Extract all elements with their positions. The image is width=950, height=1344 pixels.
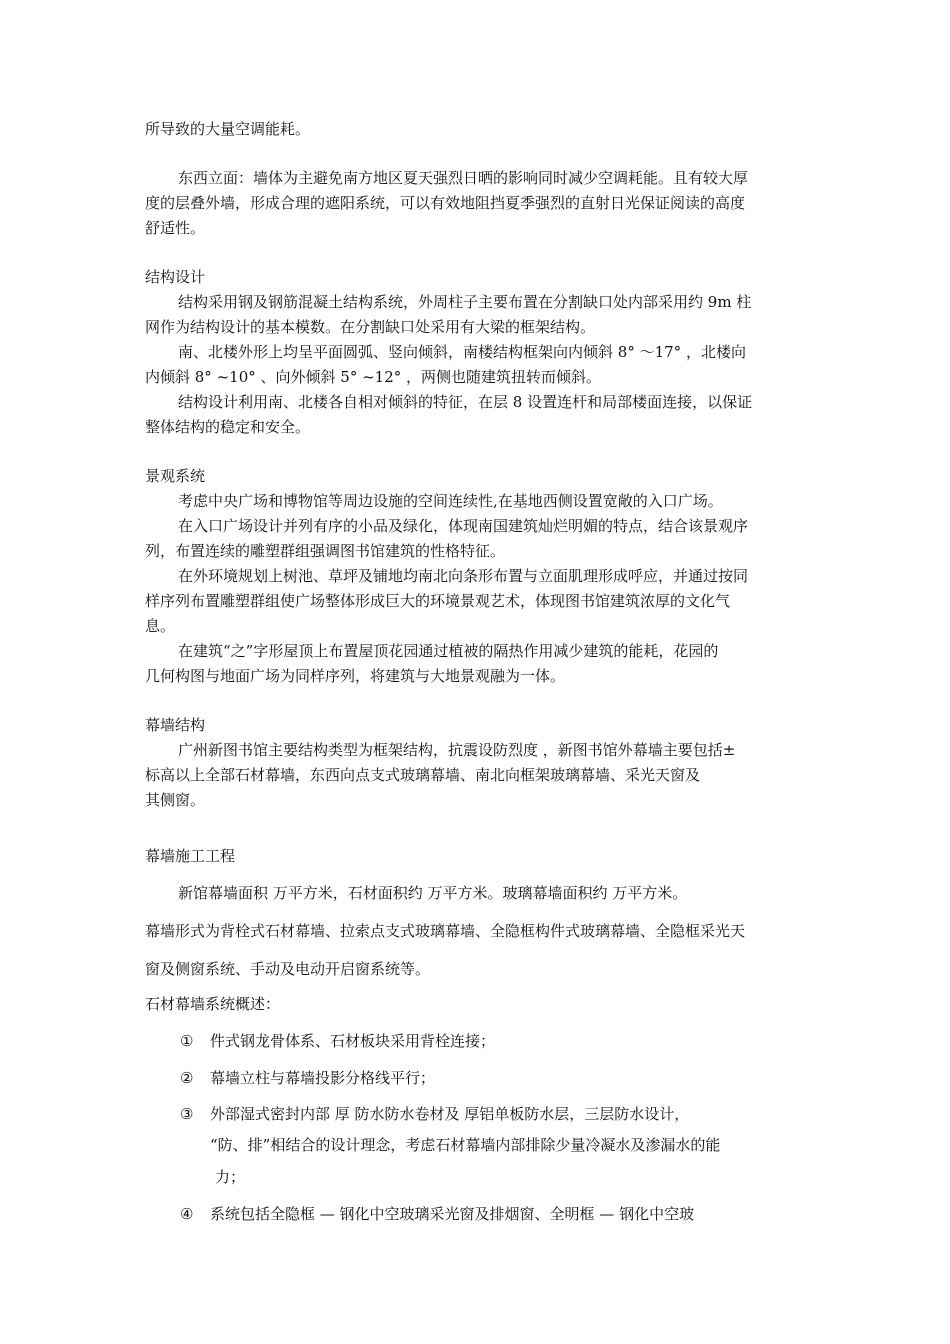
stone-item-1 [180, 1030, 495, 1052]
structure-p2-line-1: 南、北楼外形上均呈平面圆弧、竖向倾斜，南楼结构框架向内倾斜 8° ～17° ，北楼向 [178, 343, 746, 361]
item-number: ③ [180, 1105, 194, 1123]
east-west-line-3: 舒适性。 [145, 219, 206, 237]
structure-heading: 结构设计 [145, 268, 206, 286]
landscape-p2-line-1: 在入口广场设计并列有序的小品及绿化，体现南国建筑灿烂明媚的特点，结合该景观序 [178, 517, 749, 535]
item-text: 幕墙立柱与幕墙投影分格线平行； [210, 1069, 436, 1087]
intro-line: 所导致的大量空调能耗。 [145, 120, 311, 138]
curtain-structure-heading: 幕墙结构 [145, 716, 206, 734]
item-number: ④ [180, 1205, 194, 1223]
stone-item-2 [180, 1067, 435, 1089]
curtain-construction-heading: 幕墙施工工程 [145, 847, 236, 865]
structure-p3-line-2: 整体结构的稳定和安全。 [145, 418, 311, 436]
east-west-line-1: 东西立面：墙体为主避免南方地区夏天强烈日晒的影响同时减少空调耗能。且有较大厚 [178, 169, 749, 187]
curtain-construction-line-1: 新馆幕墙面积 万平方米，石材面积约 万平方米。玻璃幕墙面积约 万平方米。 [178, 884, 688, 902]
landscape-p3-line-3: 息。 [145, 617, 176, 635]
stone-item-3-line-2: “防、排”相结合的设计理念，考虑石材幕墙内部排除少量冷凝水及渗漏水的能 [210, 1136, 721, 1154]
structure-p2-line-2: 内倾斜 8° ~10° 、向外倾斜 5° ~12° ，两侧也随建筑扭转而倾斜。 [145, 368, 602, 386]
item-text: 件式钢龙骨体系、石材板块采用背栓连接； [210, 1032, 496, 1050]
curtain-structure-line-1: 广州新图书馆主要结构类型为框架结构，抗震设防烈度 ，新图书馆外幕墙主要包括± [178, 741, 736, 759]
landscape-p1-line-1: 考虑中央广场和博物馆等周边设施的空间连续性,在基地西侧设置宽敞的入口广场。 [178, 492, 723, 510]
item-number: ① [180, 1032, 194, 1050]
stone-item-3-line-3: 力； [215, 1168, 246, 1186]
curtain-construction-line-2: 幕墙形式为背栓式石材幕墙、拉索点支式玻璃幕墙、全隐框构件式玻璃幕墙、全隐框采光天 [145, 922, 746, 940]
item-text: 外部湿式密封内部 厚 防水防水卷材及 厚铝单板防水层，三层防水设计， [210, 1105, 690, 1123]
structure-p1-line-2: 网作为结构设计的基本模数。在分割缺口处采用有大梁的框架结构。 [145, 318, 596, 336]
structure-p3-line-1: 结构设计利用南、北楼各自相对倾斜的特征，在层 8 设置连杆和局部楼面连接，以保证 [178, 393, 753, 411]
curtain-structure-line-2: 标高以上全部石材幕墙，东西向点支式玻璃幕墙、南北向框架玻璃幕墙、采光天窗及 [145, 766, 701, 784]
landscape-p3-line-2: 样序列布置雕塑群组使广场整体形成巨大的环境景观艺术，体现图书馆建筑浓厚的文化气 [145, 592, 731, 610]
landscape-p4-line-2: 几何构图与地面广场为同样序列，将建筑与大地景观融为一体。 [145, 667, 566, 685]
landscape-heading: 景观系统 [145, 467, 206, 485]
landscape-p2-line-2: 列，布置连续的雕塑群组强调图书馆建筑的性格特征。 [145, 542, 506, 560]
east-west-line-2: 度的层叠外墙，形成合理的遮阳系统，可以有效地阻挡夏季强烈的直射日光保证阅读的高度 [145, 194, 746, 212]
curtain-structure-line-3: 其侧窗。 [145, 791, 206, 809]
stone-curtain-heading: 石材幕墙系统概述： [145, 995, 281, 1013]
stone-item-4 [180, 1203, 694, 1225]
landscape-p3-line-1: 在外环境规划上树池、草坪及铺地均南北向条形布置与立面肌理形成呼应，并通过按同 [178, 567, 749, 585]
curtain-construction-line-3: 窗及侧窗系统、手动及电动开启窗系统等。 [145, 960, 431, 978]
stone-item-3 [180, 1103, 689, 1125]
item-number: ② [180, 1069, 194, 1087]
structure-p1-line-1: 结构采用钢及钢筋混凝土结构系统，外周柱子主要布置在分割缺口处内部采用约 9m 柱 [178, 293, 752, 311]
item-text: 系统包括全隐框 — 钢化中空玻璃采光窗及排烟窗、全明框 — 钢化中空玻 [210, 1205, 695, 1223]
landscape-p4-line-1: 在建筑“之”字形屋顶上布置屋顶花园通过植被的隔热作用减少建筑的能耗，花园的 [178, 642, 719, 660]
